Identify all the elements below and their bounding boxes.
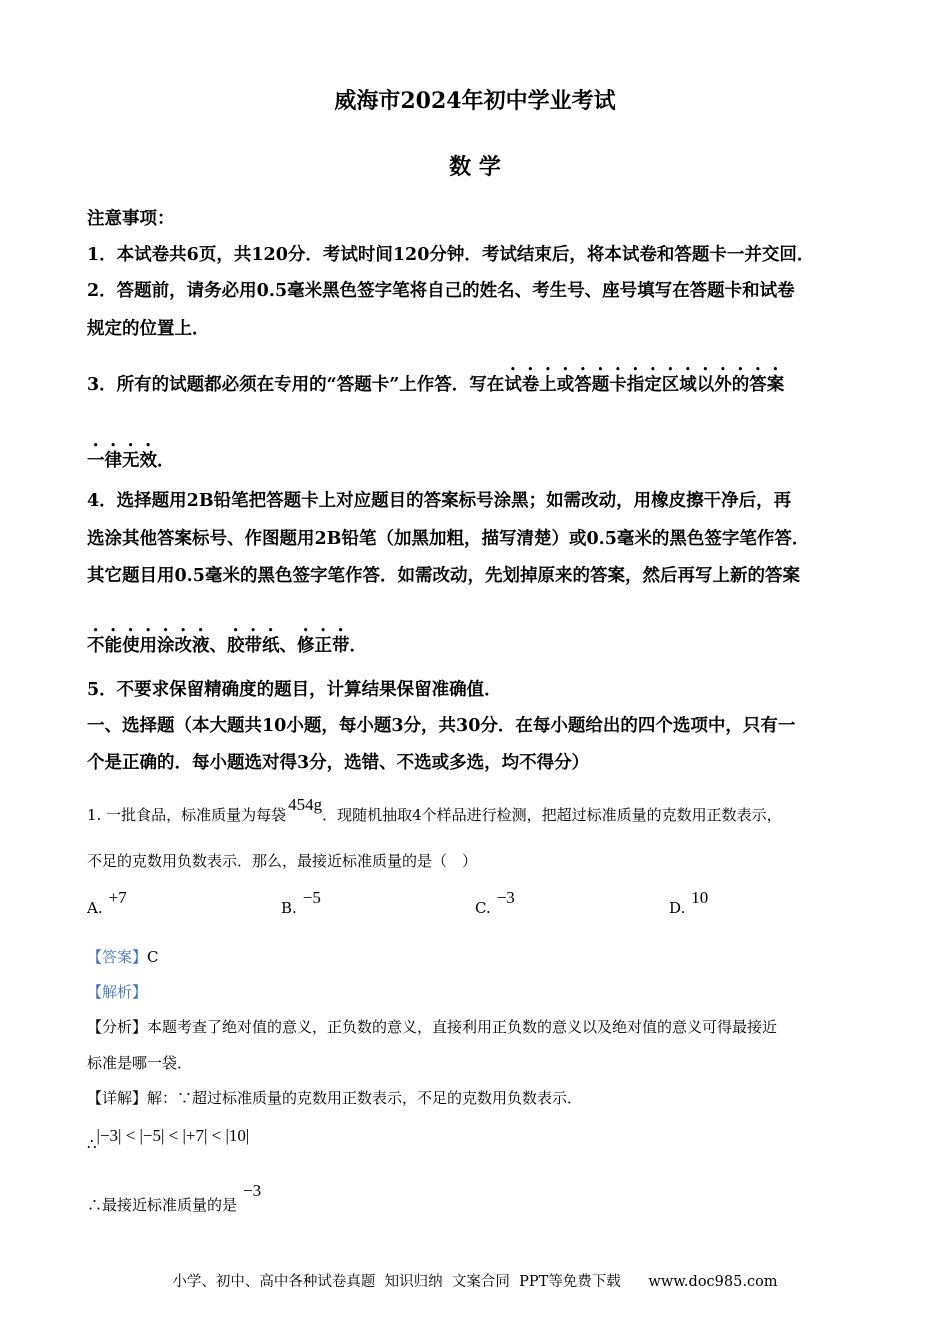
notice-item-4: 4．选择题用2B铅笔把答题卡上对应题目的答案标号涂黑；如需改动，用橡皮擦干净后，再 bbox=[87, 491, 792, 511]
footer-text: 小学、初中、高中各种试卷真题 知识归纳 文案合同 PPT等免费下载 www.doc985.com bbox=[172, 1274, 778, 1290]
emphasized-text: 不能使用涂改液 bbox=[87, 636, 210, 656]
notice-item-4-cont3 bbox=[87, 626, 367, 657]
option-label: A. bbox=[87, 899, 103, 917]
inequality-line bbox=[87, 1126, 250, 1154]
emphasized-text: 胶带纸 bbox=[227, 636, 280, 656]
notice-item-2: 2．答题前，请务必用0.5毫米黑色签字笔将自己的姓名、考生号、座号填写在答题卡和试卷 bbox=[87, 281, 795, 301]
notice-item-3-cont bbox=[87, 441, 175, 472]
option-label: B. bbox=[281, 899, 297, 917]
option-c bbox=[475, 888, 515, 918]
exam-title: 威海市2024年初中学业考试 bbox=[334, 88, 616, 114]
section-heading: 一、选择题（本大题共10小题，每小题3分，共30分．在每小题给出的四个选项中，只有一 bbox=[87, 716, 796, 736]
conclusion-text: ∴最接近标准质量的是 bbox=[87, 1196, 238, 1214]
period: ． bbox=[349, 636, 367, 656]
notice-item-5: 5．不要求保留精确度的题目，计算结果保留准确值． bbox=[87, 680, 502, 700]
answer-line bbox=[87, 946, 159, 967]
question-1 bbox=[87, 795, 782, 825]
conclusion-line bbox=[87, 1181, 262, 1215]
notice-item-3-text: 3．所有的试题都必须在专用的“答题卡”上作答．写在 bbox=[87, 375, 505, 395]
conclusion-value: −3 bbox=[243, 1181, 262, 1200]
notice-item-3 bbox=[87, 365, 784, 396]
option-a bbox=[87, 888, 127, 918]
fenxi-line bbox=[87, 1016, 777, 1037]
detail-line bbox=[87, 1087, 582, 1108]
fenxi-text: 本题考查了绝对值的意义，正负数的意义，直接利用正负数的意义以及绝对值的意义可得最接近 bbox=[147, 1018, 778, 1036]
math-mass: 454g bbox=[288, 795, 323, 814]
analysis-tag bbox=[87, 981, 147, 1002]
option-d bbox=[669, 888, 709, 918]
emphasized-text: 试卷上或答题卡指定区域以外的答案 bbox=[504, 375, 785, 395]
option-label: C. bbox=[475, 899, 491, 917]
answer-tag: 【答案】 bbox=[87, 948, 148, 966]
option-label: D. bbox=[669, 899, 686, 917]
notice-item-1: 1．本试卷共6页，共120分．考试时间120分钟．考试结束后，将本试卷和答题卡一并交回． bbox=[87, 245, 815, 265]
option-value: +7 bbox=[108, 888, 127, 907]
fenxi-tag: 【分析】 bbox=[87, 1018, 148, 1036]
therefore-symbol: ∴ bbox=[87, 1135, 97, 1153]
section-heading-cont: 个是正确的．每小题选对得3分，选错、不选或多选，均不得分） bbox=[87, 753, 590, 773]
notice-item-4-cont2: 其它题目用0.5毫米的黑色签字笔作答．如需改动，先划掉原来的答案，然后再写上新的答案 bbox=[87, 566, 800, 586]
notice-item-4-cont: 选涂其他答案标号、作图题用2B铅笔（加黑加粗，描写清楚）或0.5毫米的黑色签字笔作答． bbox=[87, 529, 810, 549]
notice-heading: 注意事项： bbox=[87, 209, 175, 229]
detail-tag: 【详解】 bbox=[87, 1089, 148, 1107]
notice-item-2-cont: 规定的位置上． bbox=[87, 319, 210, 339]
emphasized-text: 修正带 bbox=[297, 636, 350, 656]
emphasized-text: 一律无效 bbox=[87, 451, 157, 471]
detail-text: 解：∵超过标准质量的克数用正数表示，不足的克数用负数表示． bbox=[147, 1089, 583, 1107]
separator: 、 bbox=[279, 636, 297, 656]
math-inequality: |−3| < |−5| < |+7| < |10| bbox=[96, 1126, 250, 1145]
analysis-tag-text: 【解析】 bbox=[87, 983, 148, 1001]
option-value: −5 bbox=[302, 888, 321, 907]
answer-value: C bbox=[147, 948, 159, 966]
subject-title: 数 学 bbox=[449, 154, 501, 180]
question-text: ．现随机抽取4个样品进行检测，把超过标准质量的克数用正数表示， bbox=[322, 806, 782, 824]
option-b bbox=[281, 888, 321, 918]
question-text: 1. 一批食品，标准质量为每袋 bbox=[87, 806, 287, 824]
fenxi-cont: 标准是哪一袋． bbox=[87, 1054, 193, 1072]
option-value: −3 bbox=[496, 888, 515, 907]
separator: 、 bbox=[209, 636, 227, 656]
option-value: 10 bbox=[691, 888, 709, 907]
question-1-cont: 不足的克数用负数表示．那么，最接近标准质量的是（ ） bbox=[87, 852, 478, 870]
period: ． bbox=[157, 451, 175, 471]
